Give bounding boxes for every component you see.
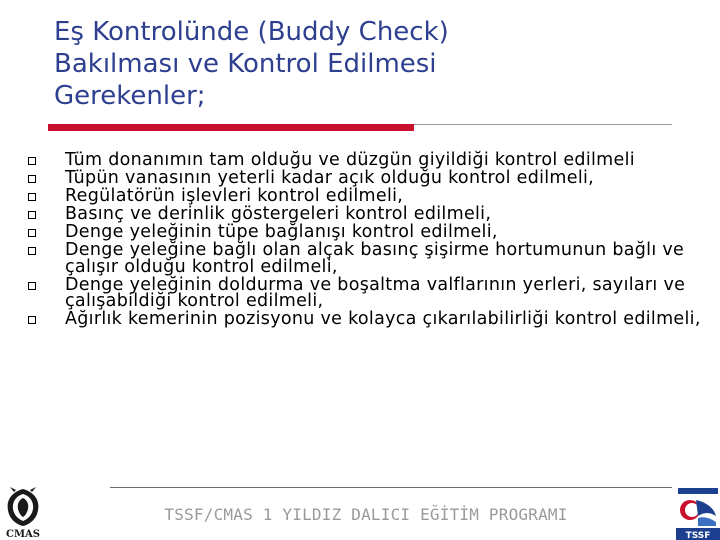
svg-text:TSSF: TSSF — [685, 531, 711, 540]
tssf-logo-icon — [676, 486, 720, 540]
title-underline-red — [48, 124, 414, 131]
title-line-1: Eş Kontrolünde (Buddy Check) — [54, 17, 449, 47]
list-item — [22, 152, 702, 169]
list-item — [22, 311, 702, 328]
title-line-2: Bakılması ve Kontrol Edilmesi — [54, 49, 437, 79]
list-item-text: Basınç ve derinlik göstergeleri kontrol edilmeli, — [65, 204, 492, 224]
list-item-text: Tüpün vanasının yeterli kadar açık olduğu kontrol edilmeli, — [65, 168, 595, 188]
list-item-text: Denge yeleğinin tüpe bağlanışı kontrol edilmeli, — [65, 222, 498, 242]
slide-title — [54, 16, 614, 112]
cmas-logo-icon — [2, 486, 44, 540]
footer-divider — [110, 487, 672, 488]
list-item-text: Ağırlık kemerinin pozisyonu ve kolayca çıkarılabilirliği kontrol edilmeli, — [65, 309, 701, 329]
list-item-text: Regülatörün işlevleri kontrol edilmeli, — [65, 186, 404, 206]
list-item-text: Denge yeleğinin doldurma ve boşaltma valflarının yerleri, sayıları ve çalışabildiği kontrol edilmeli, — [65, 274, 686, 311]
list-item — [22, 274, 702, 311]
svg-text:CMAS: CMAS — [5, 529, 41, 540]
list-item — [22, 206, 702, 223]
bullet-list — [22, 152, 702, 329]
title-line-3: Gerekenler; — [54, 81, 206, 111]
list-item — [22, 188, 702, 205]
title-underline-grey — [414, 124, 672, 125]
square-bullet-icon — [28, 316, 36, 324]
square-bullet-icon — [28, 175, 36, 183]
list-item — [22, 242, 702, 275]
list-item — [22, 170, 702, 187]
list-item-text: Denge yeleğine bağlı olan alçak basınç şişirme hortumunun bağlı ve çalışır olduğu kontrol edilmeli, — [65, 240, 685, 277]
square-bullet-icon — [28, 247, 36, 255]
list-item — [22, 224, 702, 241]
square-bullet-icon — [28, 157, 36, 165]
square-bullet-icon — [28, 211, 36, 219]
square-bullet-icon — [28, 229, 36, 237]
footer-text: TSSF/CMAS 1 YILDIZ DALICI EĞİTİM PROGRAMI — [164, 505, 568, 524]
square-bullet-icon — [28, 193, 36, 201]
square-bullet-icon — [28, 282, 36, 290]
list-item-text: Tüm donanımın tam olduğu ve düzgün giyildiği kontrol edilmeli — [65, 150, 635, 170]
